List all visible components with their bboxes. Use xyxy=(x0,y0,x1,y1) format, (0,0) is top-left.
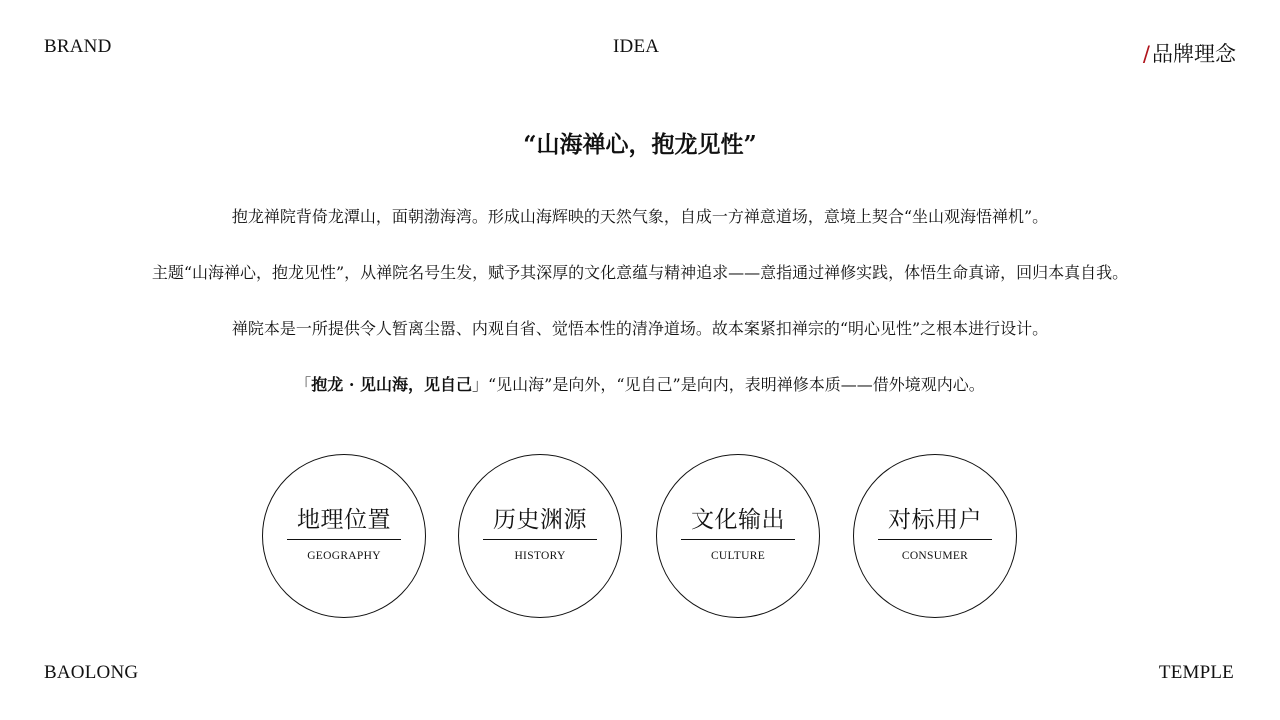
header-idea-label: IDEA xyxy=(613,36,660,57)
headline: “山海禅心，抱龙见性” xyxy=(523,131,757,158)
pillar-divider xyxy=(681,539,795,540)
section-title-slash: / xyxy=(1142,42,1150,66)
paragraph-slogan xyxy=(0,372,1280,395)
slogan-close-bracket: 」 xyxy=(471,375,488,394)
pillar-circle-geography xyxy=(262,454,426,618)
slogan-explanation: “见山海”是向外，“见自己”是向内，表明禅修本质——借外境观内心。 xyxy=(488,375,985,394)
pillar-title-en: HISTORY xyxy=(514,550,566,562)
slogan-bold: 抱龙 · 见山海，见自己 xyxy=(311,375,472,394)
pillar-title-en: GEOGRAPHY xyxy=(307,550,381,562)
header-brand-label: BRAND xyxy=(44,36,112,57)
pillar-divider xyxy=(878,539,992,540)
section-title xyxy=(1143,38,1236,68)
pillar-title-en: CONSUMER xyxy=(901,550,969,562)
paragraph-purpose: 禅院本是一所提供令人暂离尘嚣、内观自省、觉悟本性的清净道场。故本案紧扣禅宗的“明心见性”之根本进行设计。 xyxy=(231,319,1049,338)
pillar-divider xyxy=(483,539,597,540)
pillar-title-cn: 地理位置 xyxy=(297,507,391,533)
pillar-title-en: CULTURE xyxy=(710,550,766,562)
footer-baolong-label: BAOLONG xyxy=(44,662,139,683)
pillar-divider xyxy=(287,539,401,540)
slogan-open-bracket: 「 xyxy=(295,375,312,394)
pillar-title-cn: 历史渊源 xyxy=(493,507,587,533)
pillar-title-cn: 对标用户 xyxy=(888,507,982,533)
pillar-circle-history xyxy=(458,454,622,618)
paragraph-location: 抱龙禅院背倚龙潭山，面朝渤海湾。形成山海辉映的天然气象，自成一方禅意道场，意境上契合“坐山观海悟禅机”。 xyxy=(231,207,1049,226)
pillar-circle-culture xyxy=(656,454,820,618)
paragraph-theme: 主题“山海禅心，抱龙见性”，从禅院名号生发，赋予其深厚的文化意蕴与精神追求——意指通过禅修实践，体悟生命真谛，回归本真自我。 xyxy=(151,263,1129,282)
section-title-text: 品牌理念 xyxy=(1152,42,1236,66)
pillar-title-cn: 文化输出 xyxy=(691,507,785,533)
pillar-circle-consumer xyxy=(853,454,1017,618)
footer-temple-label: TEMPLE xyxy=(1158,662,1234,683)
